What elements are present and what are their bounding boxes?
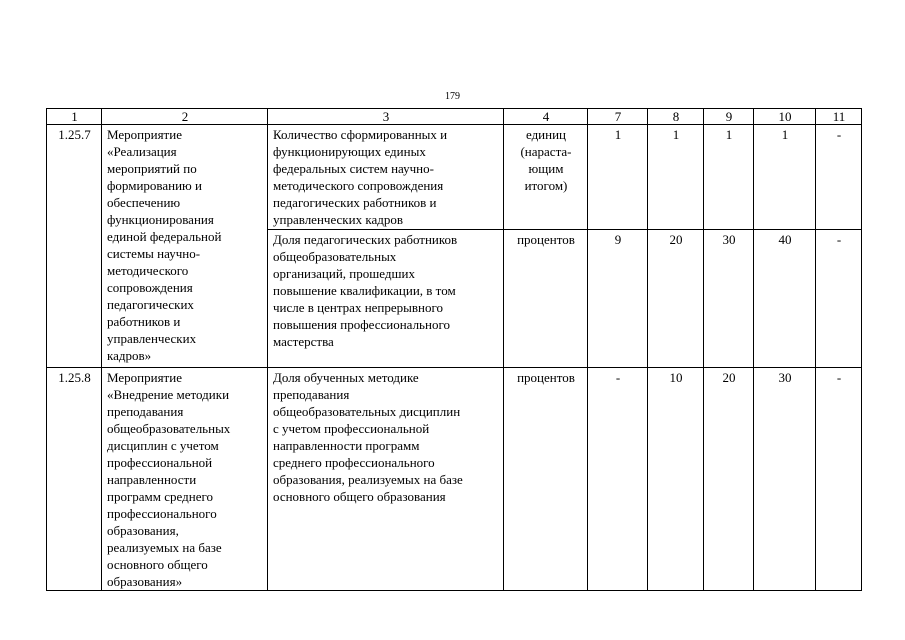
event-cell: Мероприятие «Внедрение методики преподавания общеобразовательных дисциплин с учетом профессиональной направленности программ среднего профессионального образования, реализуемых на базе основного общего образования» <box>102 368 268 591</box>
value-cell-col9: 20 <box>704 368 754 591</box>
header-cell-col7: 7 <box>588 109 648 125</box>
unit-cell: процентов <box>504 230 588 368</box>
table-row <box>47 125 862 230</box>
indicator-name-cell: Количество сформированных и функционирующих единых федеральных систем научно- методического сопровождения педагогических работников и управленческих кадров <box>268 125 504 230</box>
value-cell-col8: 20 <box>648 230 704 368</box>
indicators-table <box>46 108 862 591</box>
indicator-name-cell: Доля педагогических работников общеобразовательных организаций, прошедших повышение квалификации, в том числе в центрах непрерывного повышения профессионального мастерства <box>268 230 504 368</box>
value-cell-col8: 10 <box>648 368 704 591</box>
header-cell-col8: 8 <box>648 109 704 125</box>
header-cell-col2: 2 <box>102 109 268 125</box>
row-id-cell: 1.25.8 <box>47 368 102 591</box>
value-cell-col9: 1 <box>704 125 754 230</box>
value-cell-col10: 1 <box>754 125 816 230</box>
page-number: 179 <box>445 91 460 102</box>
indicator-name-cell: Доля обученных методике преподавания общеобразовательных дисциплин с учетом профессиональной направленности программ среднего профессионального образования, реализуемых на базе основного общего образования <box>268 368 504 591</box>
header-cell-col10: 10 <box>754 109 816 125</box>
unit-cell: единиц (нараста- ющим итогом) <box>504 125 588 230</box>
header-row <box>47 109 862 125</box>
header-cell-col11: 11 <box>816 109 862 125</box>
row-id-cell: 1.25.7 <box>47 125 102 368</box>
value-cell-col10: 40 <box>754 230 816 368</box>
value-cell-col7: - <box>588 368 648 591</box>
table-row <box>47 368 862 591</box>
value-cell-col7: 9 <box>588 230 648 368</box>
value-cell-col9: 30 <box>704 230 754 368</box>
value-cell-col11: - <box>816 125 862 230</box>
header-cell-col4: 4 <box>504 109 588 125</box>
value-cell-col11: - <box>816 230 862 368</box>
value-cell-col7: 1 <box>588 125 648 230</box>
header-cell-col9: 9 <box>704 109 754 125</box>
value-cell-col11: - <box>816 368 862 591</box>
header-cell-col1: 1 <box>47 109 102 125</box>
value-cell-col8: 1 <box>648 125 704 230</box>
unit-cell: процентов <box>504 368 588 591</box>
value-cell-col10: 30 <box>754 368 816 591</box>
header-cell-col3: 3 <box>268 109 504 125</box>
event-cell: Мероприятие «Реализация мероприятий по формированию и обеспечению функционирования единой федеральной системы научно- методического сопровождения педагогических работников и управленческих кадров» <box>102 125 268 368</box>
